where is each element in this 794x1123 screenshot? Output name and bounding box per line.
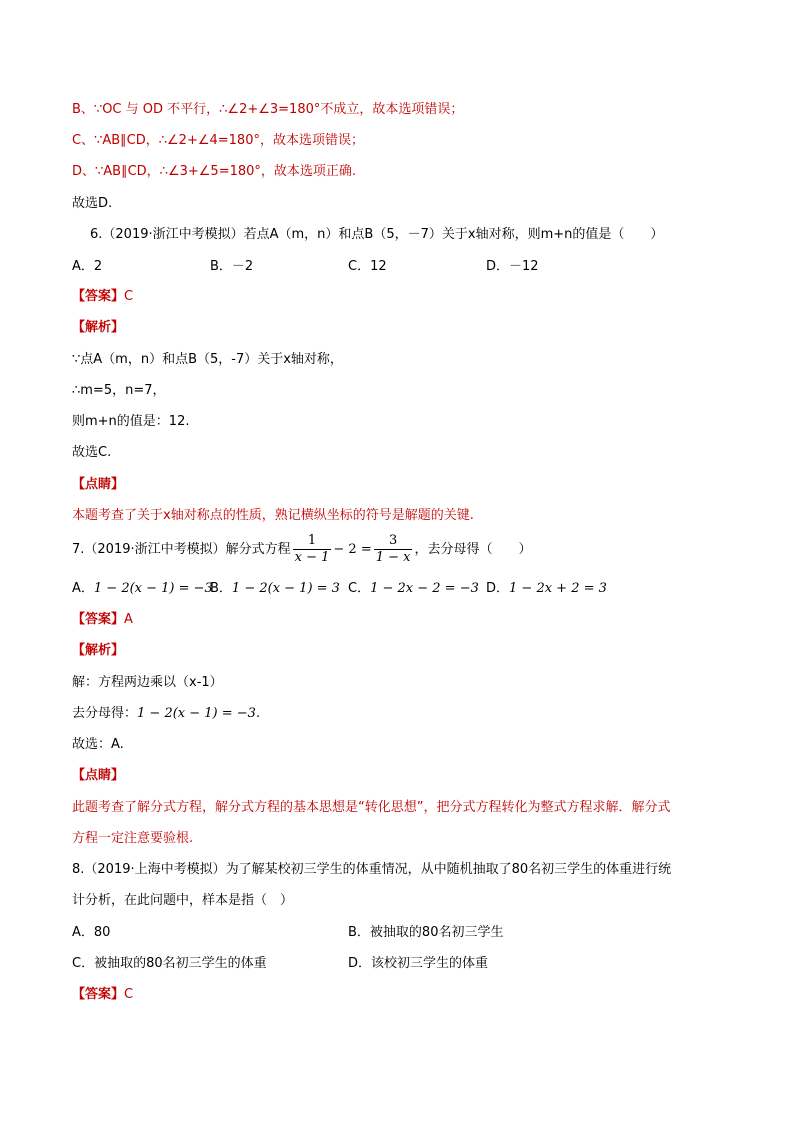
q6-option-d: D．－12 xyxy=(486,259,539,274)
q8-option-b: B．被抽取的80名初三学生 xyxy=(348,925,504,940)
q6-analysis-line-4: 故选C. xyxy=(72,445,112,460)
prev-option-b: B、∵OC 与 OD 不平行，∴∠2+∠3=180°不成立，故本选项错误； xyxy=(72,102,464,117)
q6-answer-value: C xyxy=(124,289,134,304)
q7-fraction-1-den: x − 1 xyxy=(294,550,330,565)
q7-fraction-2-num: 3 xyxy=(388,533,398,548)
q7-fraction-1 xyxy=(293,533,332,566)
q7-analysis-line-2: 去分母得：1 − 2(x − 1) = −3. xyxy=(72,706,261,721)
q7-option-a: A．1 − 2(x − 1) = −3 xyxy=(72,581,213,596)
q7-comment-line-1: 此题考查了解分式方程，解分式方程的基本思想是“转化思想”，把分式方程转化为整式方程求解．解分式 xyxy=(72,800,671,815)
q7-answer-tag: 【答案】 xyxy=(72,612,125,627)
q7-stem-prefix: 7.（2019·浙江中考模拟）解分式方程 xyxy=(72,542,291,557)
q6-stem: 6.（2019·浙江中考模拟）若点A（m，n）和点B（5，－7）关于x轴对称，则m+n的值是（ ） xyxy=(90,227,664,242)
q7-option-c: C．1 − 2x − 2 = −3 xyxy=(348,581,479,596)
q7-analysis-tag: 【解析】 xyxy=(72,643,125,658)
q7-comment-line-2: 方程一定注意要验根. xyxy=(72,831,194,846)
q6-analysis-tag: 【解析】 xyxy=(72,320,125,335)
q7-stem-suffix: ，去分母得（ ） xyxy=(414,542,532,557)
q7-stem-middle: − 2 = xyxy=(333,542,372,557)
q8-option-d: D．该校初三学生的体重 xyxy=(348,956,489,971)
q8-answer xyxy=(72,986,133,1004)
q8-stem-line-2: 计分析，在此问题中，样本是指（ ） xyxy=(72,893,294,908)
q6-analysis-line-3: 则m+n的值是：12. xyxy=(72,414,190,429)
q6-option-a: A．2 xyxy=(72,259,103,274)
q7-analysis-line-3: 故选：A. xyxy=(72,737,124,752)
q7-option-d: D．1 − 2x + 2 = 3 xyxy=(486,581,607,596)
q7-stem xyxy=(72,533,532,567)
q8-option-a: A．80 xyxy=(72,925,111,940)
prev-choose: 故选D. xyxy=(72,196,113,211)
prev-option-c: C、∵AB∥CD，∴∠2+∠4=180°，故本选项错误； xyxy=(72,133,364,148)
q7-option-b: B．1 − 2(x − 1) = 3 xyxy=(210,581,340,596)
q7-answer-value: A xyxy=(124,612,133,627)
q6-comment-tag: 【点睛】 xyxy=(72,477,125,492)
q6-option-b: B．－2 xyxy=(210,259,254,274)
q6-answer xyxy=(72,288,133,306)
q6-comment: 本题考查了关于x轴对称点的性质，熟记横纵坐标的符号是解题的关键. xyxy=(72,508,474,523)
q7-answer xyxy=(72,611,133,629)
q7-fraction-2-den: 1 − x xyxy=(375,550,411,565)
q6-answer-tag: 【答案】 xyxy=(72,289,125,304)
q7-analysis-line-1: 解：方程两边乘以（x-1） xyxy=(72,675,223,690)
q8-answer-tag: 【答案】 xyxy=(72,987,125,1002)
q8-option-c: C．被抽取的80名初三学生的体重 xyxy=(72,956,267,971)
q6-analysis-line-2: ∴m=5，n=7， xyxy=(72,383,166,398)
q8-answer-value: C xyxy=(124,987,134,1002)
q8-stem-line-1: 8.（2019·上海中考模拟）为了解某校初三学生的体重情况，从中随机抽取了80名初三学生的体重进行统 xyxy=(72,862,672,877)
q7-comment-tag: 【点睛】 xyxy=(72,768,125,783)
q7-fraction-1-num: 1 xyxy=(307,533,317,548)
q7-fraction-2 xyxy=(374,533,413,566)
prev-option-d: D、∵AB∥CD，∴∠3+∠5=180°，故本选项正确. xyxy=(72,164,357,179)
q6-option-c: C．12 xyxy=(348,259,387,274)
q6-analysis-line-1: ∵点A（m，n）和点B（5，-7）关于x轴对称， xyxy=(72,352,343,367)
